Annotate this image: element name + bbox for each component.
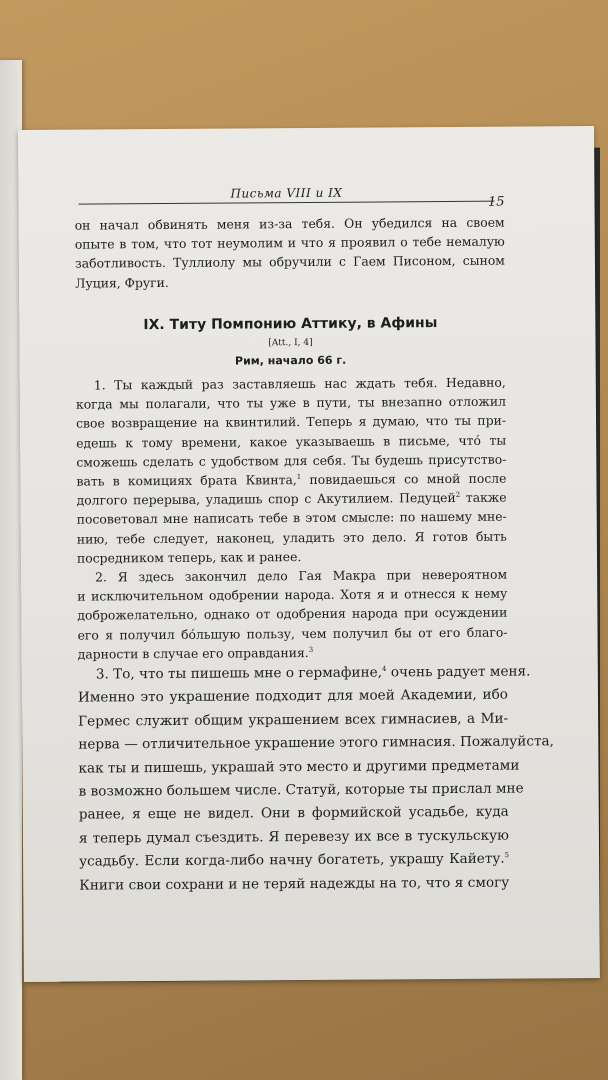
book-page (18, 126, 600, 982)
text-line: Книги свои сохрани и не теряй надежды на то, что я смогу (79, 874, 510, 894)
letter-dateline: Рим, начало 66 г. (234, 353, 347, 368)
text-line: сможешь сделать с удобством для себя. Ты будешь присутство- (76, 451, 507, 470)
letter-title: IX. Титу Помпонию Аттику, в Афины (143, 315, 438, 334)
source-reference: [Att., I, 4] (268, 337, 313, 349)
paragraph-1 (76, 373, 507, 568)
text-line (78, 661, 531, 687)
text-line: опыте в том, что тот неумолим и что я проявил о тебе немалую (74, 233, 505, 252)
text-line: Луция, Фруги. (75, 274, 169, 291)
text-line: 1. Ты каждый раз заставляешь нас ждать тебя. Недавно, (93, 374, 506, 393)
text-line: я теперь думал съездить. Я перевезу их все в тускульскую (78, 827, 509, 847)
text-fragment: долгого перерыва, уладишь спор с Акутилием. Педуцей (76, 490, 456, 508)
text-fragment: очень радует меня. (386, 663, 531, 681)
text-fragment: вать в комициях брата Квинта, (76, 472, 297, 489)
text-line: 2. Я здесь закончил дело Гая Макра при невероятном (95, 566, 508, 585)
footnote-mark: 1 (296, 472, 302, 481)
text-fragment: повидаешься со мной после (301, 470, 507, 488)
text-fragment: усадьбу. Если когда-либо начну богатеть, украшу Кайету. (79, 850, 505, 870)
text-line: посоветовал мне написать тебе в этом смысле: по нашему мне- (76, 509, 507, 528)
paragraph-2 (77, 565, 508, 664)
text-line: Гермес служит общим украшением всех гимнасиев, а Ми- (78, 710, 509, 730)
text-line: посредником теперь, как и ранее. (76, 548, 302, 566)
text-line: нию, тебе следует, наконец, уладить это дело. Я готов быть (76, 528, 507, 547)
footnote-mark: 5 (504, 851, 510, 860)
running-title: Письма VIII и IX (230, 185, 343, 201)
text-line: свое возвращение на квинтилий. Теперь я думаю, что ты при- (76, 413, 507, 432)
text-line (79, 848, 509, 874)
paragraph-3 (77, 661, 554, 898)
text-fragment: также (460, 489, 507, 506)
text-line: доброжелательно, однако от одобрения народа при осуждении (77, 605, 508, 624)
footnote-mark: 3 (308, 645, 314, 654)
text-line: когда мы полагали, что ты уже в пути, ты внезапно отложил (75, 393, 506, 412)
text-line: нерва — отличительное украшение этого гимнасия. Пожалуйста, (78, 733, 554, 753)
text-line: он начал обвинять меня из-за тебя. Он убедился на своем (74, 214, 505, 233)
text-line: в возможно большем числе. Статуй, которые ты прислал мне (78, 780, 524, 800)
footnote-mark: 4 (381, 664, 387, 673)
continuation-paragraph (75, 213, 506, 293)
text-fragment: 3. То, что ты пишешь мне о гермафине, (95, 664, 383, 683)
text-line: его я получил бо́льшую пользу, чем получил бы от его благо- (77, 624, 508, 643)
text-line: ранее, я еще не видел. Они в формийской усадьбе, куда (78, 804, 509, 824)
text-line: Именно это украшение подходит для моей Академии, ибо (77, 687, 509, 707)
text-line: как ты и пишешь, украшай это место и другими предметами (78, 757, 520, 777)
text-fragment: дарности в случае его оправдания. (77, 644, 309, 662)
text-line: и исключительном одобрении народа. Хотя я и отнесся к нему (77, 585, 508, 604)
footnote-mark: 2 (455, 491, 461, 500)
letter-body (75, 373, 554, 898)
text-line: заботливость. Туллиолу мы обручили с Гаем Писоном, сыном (74, 253, 505, 272)
text-line: едешь к тому времени, какое указываешь в письме, что́ ты (76, 432, 507, 451)
page-header (78, 179, 494, 205)
page-number: 15 (487, 194, 505, 210)
